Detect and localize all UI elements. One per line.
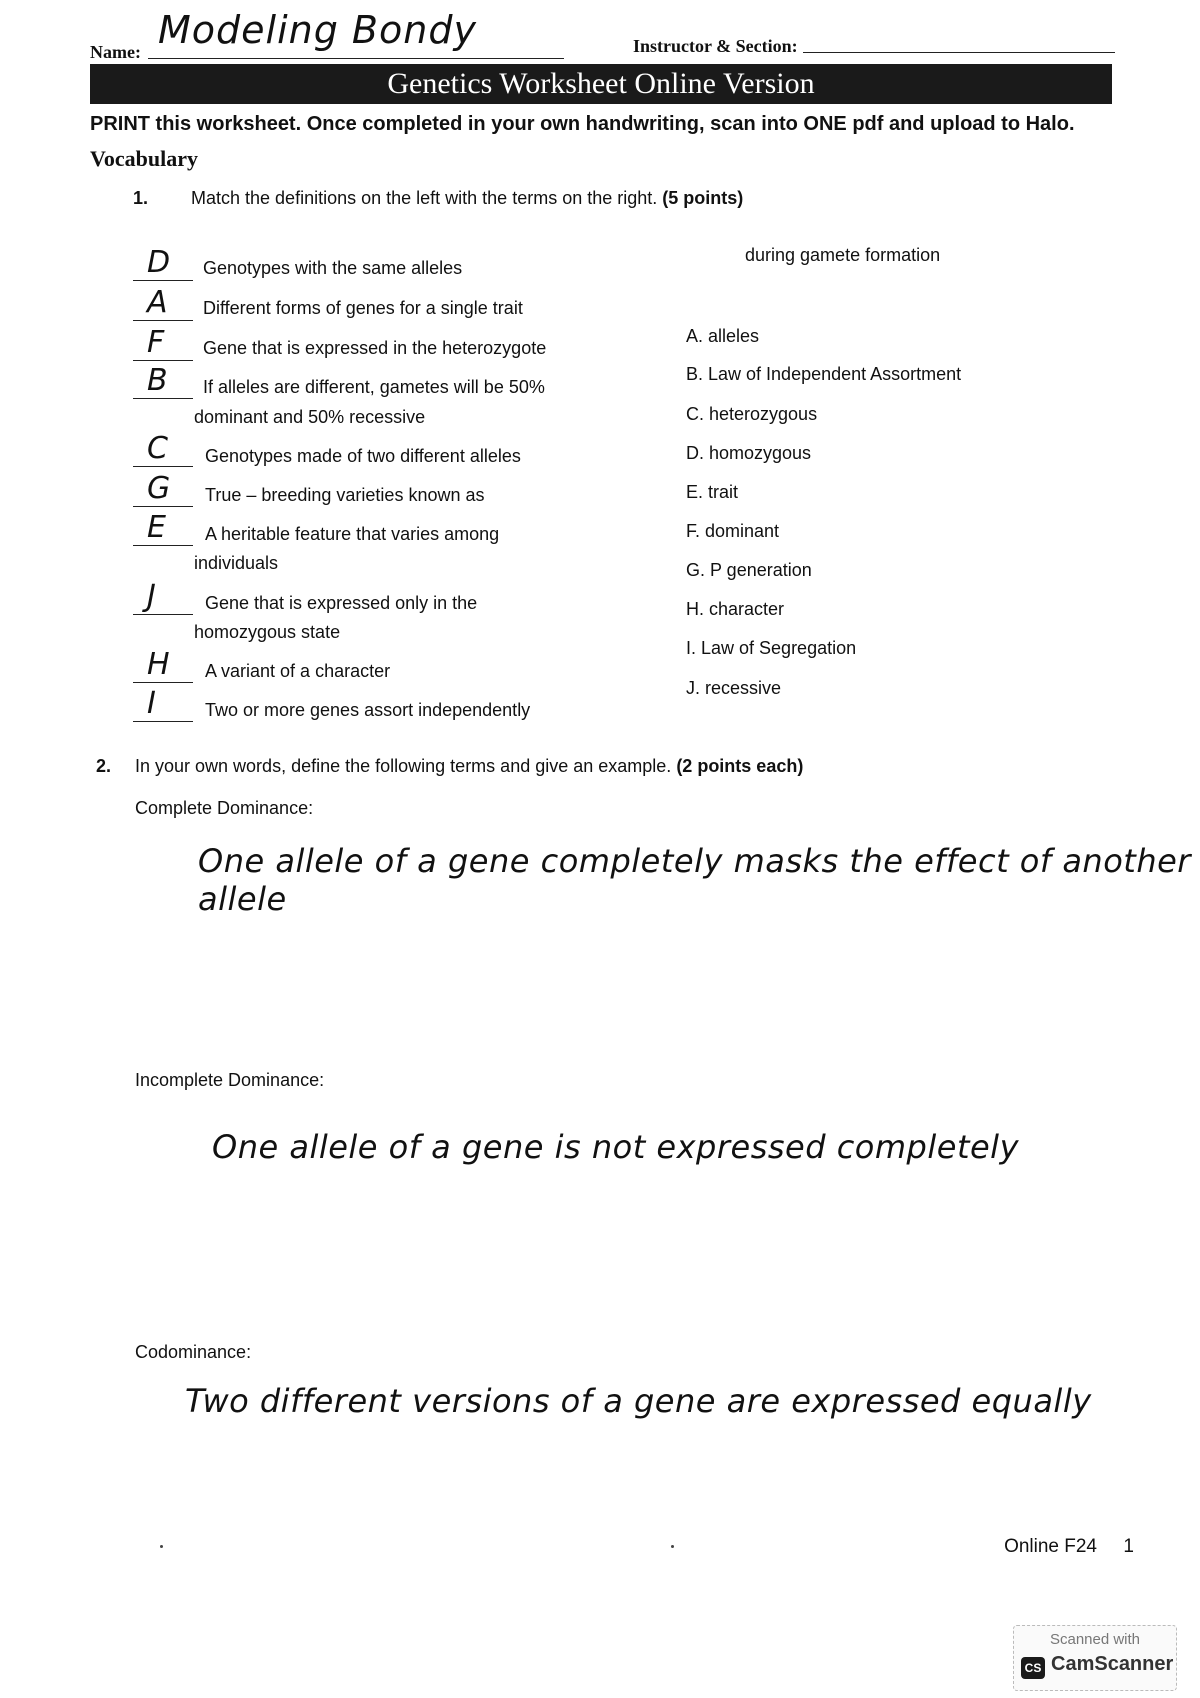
- answer-blank[interactable]: [133, 432, 193, 467]
- codominance-label: Codominance:: [135, 1342, 252, 1362]
- definition: Gene that is expressed only in the: [205, 593, 478, 613]
- answer-blank[interactable]: [133, 246, 193, 281]
- instructor-line: [803, 52, 1115, 53]
- incomplete-dominance-label: Incomplete Dominance:: [135, 1070, 325, 1090]
- answer-letter: C: [147, 431, 168, 466]
- instructions: PRINT this worksheet. Once completed in your own handwriting, scan into ONE pdf and upload to Halo.: [90, 113, 1075, 135]
- incomplete-dominance-answer[interactable]: One allele of a gene is not expressed completely: [212, 1128, 1019, 1166]
- term: D. homozygous: [686, 443, 812, 463]
- term: B. Law of Independent Assortment: [686, 364, 962, 384]
- answer-blank[interactable]: [133, 687, 193, 722]
- vocabulary-heading: Vocabulary: [90, 146, 198, 171]
- name-line: [148, 58, 564, 59]
- camscanner-name: CamScanner: [1051, 1653, 1174, 1675]
- term: H. character: [686, 599, 785, 619]
- answer-blank[interactable]: [133, 511, 193, 546]
- answer-letter: B: [147, 363, 168, 398]
- term: G. P generation: [686, 560, 812, 580]
- term: A. alleles: [686, 326, 760, 346]
- term: I. Law of Segregation: [686, 638, 857, 658]
- answer-letter: E: [147, 510, 166, 545]
- q1-prompt: [191, 188, 743, 209]
- answer-blank[interactable]: [133, 472, 193, 507]
- definition: Gene that is expressed in the heterozygote: [203, 338, 547, 358]
- q1-prompt-text: Match the definitions on the left with the terms on the right.: [191, 188, 658, 208]
- definition: Genotypes made of two different alleles: [205, 446, 521, 466]
- answer-blank[interactable]: [133, 580, 193, 615]
- footer-label: Online F24: [1004, 1536, 1098, 1557]
- complete-dominance-label: Complete Dominance:: [135, 798, 314, 818]
- name-label: Name:: [90, 42, 141, 62]
- definition: Two or more genes assort independently: [205, 700, 531, 720]
- q2-number: 2.: [96, 756, 112, 776]
- answer-blank[interactable]: [133, 648, 193, 683]
- definition: Genotypes with the same alleles: [203, 258, 463, 278]
- definition: A heritable feature that varies among: [205, 524, 500, 544]
- answer-letter: J: [147, 579, 156, 614]
- scanned-with-label: Scanned with: [1049, 1631, 1141, 1648]
- term: J. recessive: [686, 678, 782, 698]
- answer-blank[interactable]: [133, 326, 193, 361]
- q1-number: 1.: [133, 188, 149, 208]
- name-handwritten: Modeling Bondy: [158, 8, 477, 52]
- stray-text: during gamete formation: [745, 245, 941, 265]
- page-title: Genetics Worksheet Online Version: [387, 67, 815, 100]
- definition-continued: homozygous state: [194, 622, 341, 642]
- codominance-answer[interactable]: Two different versions of a gene are expressed equally: [185, 1382, 1092, 1420]
- answer-blank[interactable]: [133, 286, 193, 321]
- answer-letter: G: [147, 471, 171, 506]
- q2-prompt-text: In your own words, define the following terms and give an example.: [135, 756, 672, 776]
- page-number: 1: [1123, 1536, 1134, 1557]
- term: E. trait: [686, 482, 739, 502]
- scan-speck: [160, 1545, 163, 1548]
- definition: If alleles are different, gametes will be 50%: [203, 377, 545, 397]
- definition: Different forms of genes for a single trait: [203, 298, 523, 318]
- answer-letter: I: [147, 686, 156, 721]
- term: F. dominant: [686, 521, 780, 541]
- page-footer: [1004, 1536, 1134, 1558]
- answer-letter: F: [147, 325, 165, 360]
- instructor-label: Instructor & Section:: [633, 36, 798, 56]
- scan-speck: [671, 1545, 674, 1548]
- definition: A variant of a character: [205, 661, 391, 681]
- answer-blank[interactable]: [133, 364, 193, 399]
- camscanner-logo-icon: CS: [1021, 1657, 1045, 1679]
- answer-letter: H: [147, 647, 170, 682]
- answer-letter: D: [147, 245, 171, 280]
- answer-letter: A: [147, 285, 168, 320]
- complete-dominance-answer[interactable]: One allele of a gene completely masks the effect of another allele: [198, 842, 1191, 918]
- definition: True – breeding varieties known as: [205, 485, 485, 505]
- q2-prompt: [135, 756, 803, 777]
- q2-points: (2 points each): [676, 756, 804, 776]
- definition-continued: dominant and 50% recessive: [194, 407, 426, 427]
- definition-continued: individuals: [194, 553, 279, 573]
- q1-points: (5 points): [662, 188, 744, 208]
- term: C. heterozygous: [686, 404, 818, 424]
